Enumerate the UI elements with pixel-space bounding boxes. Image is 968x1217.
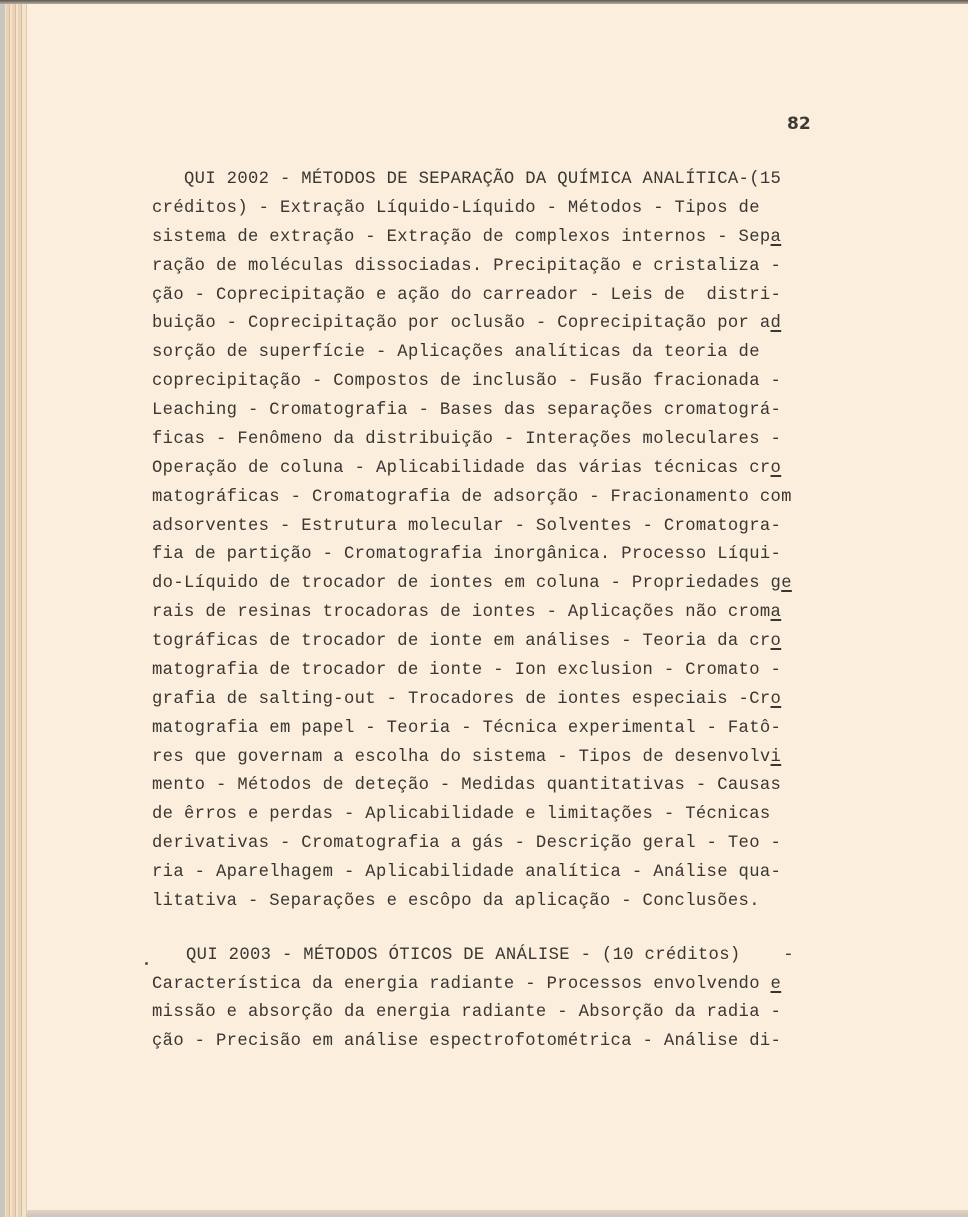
scanner-left-edge (0, 4, 5, 1217)
text-line: tográficas de trocador de ionte em análises - Teoria da cro (152, 632, 782, 652)
text-line: Leaching - Cromatografia - Bases das separações cromatográ- (152, 401, 782, 421)
text-line: derivativas - Cromatografia a gás - Descrição geral - Teo - (152, 834, 782, 854)
text-line: missão e absorção da energia radiante - Absorção da radia - (152, 1003, 782, 1022)
text-line: grafia de salting-out - Trocadores de iontes especiais -Cro (152, 689, 782, 709)
text-line: do-Líquido de trocador de iontes em coluna - Propriedades ge (152, 574, 792, 594)
course-heading-line: QUI 2002 - MÉTODOS DE SEPARAÇÃO DA QUÍMICA ANALÍTICA-(15 (184, 170, 782, 189)
text-line: rais de resinas trocadoras de iontes - Aplicações não croma (152, 603, 782, 623)
page-stack-edge (12, 4, 16, 1217)
scanner-bottom-edge (26, 1210, 968, 1217)
text-line: Característica da energia radiante - Processos envolvendo e (152, 974, 782, 994)
page-stack-edge (18, 4, 22, 1217)
text-line: buição - Coprecipitação por oclusão - Coprecipitação por ad (152, 314, 782, 334)
text-line: matografia em papel - Teoria - Técnica experimental - Fatô- (152, 718, 782, 738)
course-heading-line: QUI 2003 - MÉTODOS ÓTICOS DE ANÁLISE - (10 créditos) - (186, 946, 794, 965)
text-line: ficas - Fenômeno da distribuição - Interações moleculares - (152, 429, 782, 449)
text-line: matográficas - Cromatografia de adsorção - Fracionamento com (152, 487, 792, 507)
text-line: ria - Aparelhagem - Aplicabilidade analítica - Análise qua- (152, 863, 782, 883)
text-line: coprecipitação - Compostos de inclusão - Fusão fracionada - (152, 372, 782, 392)
text-line: ção - Coprecipitação e ação do carreador - Leis de distri- (152, 285, 782, 305)
text-line: adsorventes - Estrutura molecular - Solventes - Cromatogra- (152, 516, 782, 536)
text-line: res que governam a escolha do sistema - Tipos de desenvolvi (152, 747, 782, 767)
text-line: de êrros e perdas - Aplicabilidade e limitações - Técnicas (152, 805, 771, 825)
text-line: litativa - Separações e escôpo da aplicação - Conclusões. (152, 892, 760, 911)
stray-mark (145, 962, 148, 965)
page-stack-edge (6, 4, 10, 1217)
text-line: créditos) - Extração Líquido-Líquido - Métodos - Tipos de (152, 198, 760, 218)
text-line: ção - Precisão em análise espectrofotométrica - Análise di- (152, 1031, 782, 1051)
text-line: Operação de coluna - Aplicabilidade das várias técnicas cro (152, 458, 782, 478)
text-line: matografia de trocador de ionte - Ion exclusion - Cromato - (152, 660, 782, 680)
text-line: fia de partição - Cromatografia inorgânica. Processo Líqui- (152, 545, 782, 565)
text-line: sorção de superfície - Aplicações analíticas da teoria de (152, 343, 760, 363)
text-line: mento - Métodos de deteção - Medidas quantitativas - Causas (152, 776, 782, 796)
page-number: 82 (787, 114, 811, 134)
text-line: sistema de extração - Extração de complexos internos - Sepa (152, 227, 782, 247)
text-line: ração de moléculas dissociadas. Precipitação e cristaliza - (152, 256, 782, 276)
